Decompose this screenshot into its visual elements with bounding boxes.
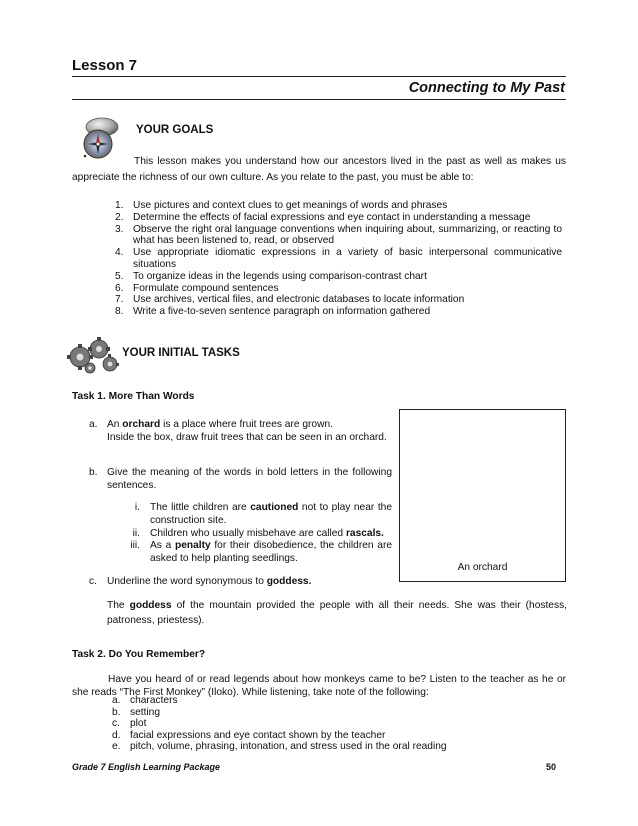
subtitle-rule xyxy=(72,99,566,100)
page-number: 50 xyxy=(546,762,557,772)
box-caption: An orchard xyxy=(457,562,508,573)
list-item: a. characters xyxy=(112,695,178,706)
list-item: 6. Formulate compound sentences xyxy=(115,282,279,294)
goals-list xyxy=(115,200,562,318)
list-item: 3. Observe the right oral language conventions when inquiring about, summarizing, or reacting to what has been listened to, read, or observed xyxy=(115,223,562,247)
task1-item-c: c. Underline the word synonymous to goddess. xyxy=(89,576,312,587)
list-item: b. setting xyxy=(112,706,161,718)
sentence-item: i. The little children are cautioned not to play near the construction site. xyxy=(134,502,392,526)
list-item: 8. Write a five-to-seven sentence paragraph on information gathered xyxy=(115,306,431,318)
task1-title: Task 1. More Than Words xyxy=(72,391,195,402)
task1-item-a: a. An orchard is a place where fruit trees are grown. xyxy=(89,419,333,430)
list-item: e. pitch, volume, phrasing, intonation, and stress used in the oral reading xyxy=(112,741,447,753)
task1-item-c-sentence: The goddess of the mountain provided the people with all their needs. She was their (hostess, patroness, priestess). xyxy=(107,600,567,626)
lesson-subtitle: Connecting to My Past xyxy=(408,80,565,96)
list-item: 1. Use pictures and context clues to get meanings of words and phrases xyxy=(115,200,448,211)
task1-item-b: b. Give the meaning of the words in bold letters in the following sentences. xyxy=(89,467,392,491)
list-item: 5. To organize ideas in the legends using comparison-contrast chart xyxy=(115,270,427,282)
gears-icon xyxy=(66,335,122,375)
lesson-title: Lesson 7 xyxy=(72,57,138,74)
task2-list xyxy=(112,695,447,753)
header-rule xyxy=(72,76,566,77)
footer-title: Grade 7 English Learning Package xyxy=(72,762,221,772)
list-item: d. facial expressions and eye contact shown by the teacher xyxy=(112,729,386,741)
task2-title: Task 2. Do You Remember? xyxy=(72,649,206,660)
task2-intro: Have you heard of or read legends about how monkeys came to be? Listen to the teacher as he or she reads “The First Monkey” (Iloko). While listening, take note of the following: xyxy=(72,674,566,698)
list-item: 4. Use appropriate idiomatic expressions in a variety of basic interpersonal communicative situations xyxy=(115,247,562,270)
goals-intro: This lesson makes you understand how our ancestors lived in the past as well as makes us appreciate the richness of our own culture. As you relate to the past, you must be able to: xyxy=(72,156,566,183)
list-item: 7. Use archives, vertical files, and electronic databases to locate information xyxy=(115,294,465,306)
drawing-box[interactable] xyxy=(399,409,566,582)
goals-heading: YOUR GOALS xyxy=(136,124,214,136)
sentence-item: iii. As a penalty for their disobedience, the children are asked to help planting seedlings. xyxy=(130,540,393,564)
list-item: c. plot xyxy=(112,718,147,730)
sentence-item: ii. Children who usually misbehave are called rascals. xyxy=(132,528,384,539)
tasks-heading: YOUR INITIAL TASKS xyxy=(122,347,240,359)
task1-item-a-instruction: Inside the box, draw fruit trees that can be seen in an orchard. xyxy=(107,432,387,443)
list-item: 2. Determine the effects of facial expressions and eye contact in understanding a message xyxy=(115,211,531,223)
